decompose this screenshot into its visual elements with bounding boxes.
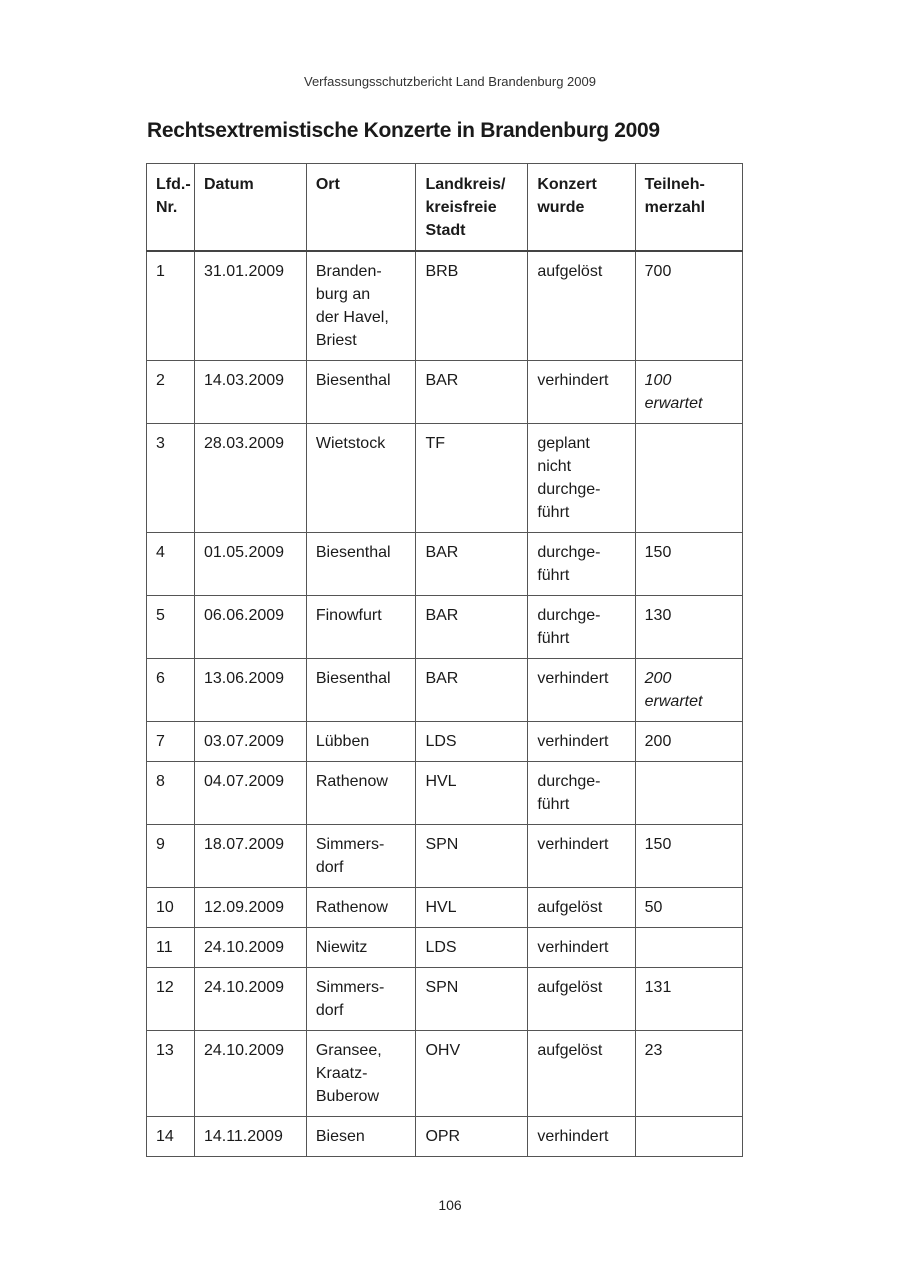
cell-ort: Biesen [306, 1117, 416, 1157]
table-row [147, 825, 743, 888]
cell-teilnehmerzahl [635, 928, 742, 968]
cell-konzert: aufgelöst [528, 1031, 635, 1117]
cell-ort: Finowfurt [306, 596, 416, 659]
cell-teilnehmerzahl: 200 [635, 722, 742, 762]
cell-datum: 24.10.2009 [194, 1031, 306, 1117]
cell-datum: 31.01.2009 [194, 251, 306, 361]
cell-landkreis: BAR [416, 596, 528, 659]
cell-datum: 01.05.2009 [194, 533, 306, 596]
cell-teilnehmerzahl: 700 [635, 251, 742, 361]
cell-landkreis: SPN [416, 968, 528, 1031]
cell-landkreis: HVL [416, 888, 528, 928]
table-row [147, 659, 743, 722]
cell-ort: Branden- burg an der Havel, Briest [306, 251, 416, 361]
table-row [147, 888, 743, 928]
cell-konzert: durchge- führt [528, 762, 635, 825]
cell-ort: Gransee, Kraatz- Buberow [306, 1031, 416, 1117]
cell-konzert: durchge- führt [528, 533, 635, 596]
cell-nr: 3 [147, 424, 195, 533]
cell-ort: Simmers- dorf [306, 825, 416, 888]
cell-teilnehmerzahl [635, 424, 742, 533]
page-number: 106 [438, 1197, 462, 1213]
cell-landkreis: OHV [416, 1031, 528, 1117]
table-row [147, 361, 743, 424]
cell-ort: Simmers- dorf [306, 968, 416, 1031]
table-row [147, 424, 743, 533]
cell-datum: 14.11.2009 [194, 1117, 306, 1157]
column-header-landkreis: Landkreis/ kreisfreie Stadt [416, 164, 528, 252]
cell-konzert: geplant nicht durchge- führt [528, 424, 635, 533]
table-header-row [147, 164, 743, 252]
cell-nr: 4 [147, 533, 195, 596]
cell-teilnehmerzahl [635, 1117, 742, 1157]
cell-ort: Rathenow [306, 888, 416, 928]
cell-ort: Biesenthal [306, 659, 416, 722]
table-row [147, 722, 743, 762]
cell-konzert: verhindert [528, 928, 635, 968]
column-header-ort: Ort [306, 164, 416, 252]
cell-landkreis: HVL [416, 762, 528, 825]
running-header: Verfassungsschutzbericht Land Brandenburg 2009 [304, 74, 596, 89]
cell-datum: 28.03.2009 [194, 424, 306, 533]
cell-konzert: durchge- führt [528, 596, 635, 659]
table-row [147, 596, 743, 659]
table-body [147, 251, 743, 1157]
cell-nr: 10 [147, 888, 195, 928]
cell-teilnehmerzahl: 23 [635, 1031, 742, 1117]
table-row [147, 1117, 743, 1157]
cell-datum: 18.07.2009 [194, 825, 306, 888]
cell-ort: Rathenow [306, 762, 416, 825]
cell-datum: 13.06.2009 [194, 659, 306, 722]
cell-konzert: verhindert [528, 825, 635, 888]
cell-ort: Niewitz [306, 928, 416, 968]
cell-landkreis: BAR [416, 361, 528, 424]
cell-ort: Wietstock [306, 424, 416, 533]
page-title: Rechtsextremistische Konzerte in Brandenburg 2009 [147, 119, 660, 142]
cell-datum: 14.03.2009 [194, 361, 306, 424]
cell-datum: 03.07.2009 [194, 722, 306, 762]
cell-nr: 13 [147, 1031, 195, 1117]
cell-datum: 04.07.2009 [194, 762, 306, 825]
cell-teilnehmerzahl: 130 [635, 596, 742, 659]
cell-teilnehmerzahl: 50 [635, 888, 742, 928]
cell-teilnehmerzahl: 150 [635, 533, 742, 596]
table-row [147, 762, 743, 825]
cell-datum: 12.09.2009 [194, 888, 306, 928]
cell-ort: Biesenthal [306, 361, 416, 424]
table-row [147, 1031, 743, 1117]
cell-nr: 7 [147, 722, 195, 762]
column-header-teilnehmerzahl: Teilneh- merzahl [635, 164, 742, 252]
cell-nr: 12 [147, 968, 195, 1031]
cell-nr: 11 [147, 928, 195, 968]
table-row [147, 928, 743, 968]
cell-teilnehmerzahl: 100 erwartet [635, 361, 742, 424]
cell-ort: Biesenthal [306, 533, 416, 596]
cell-landkreis: BRB [416, 251, 528, 361]
cell-nr: 6 [147, 659, 195, 722]
cell-landkreis: SPN [416, 825, 528, 888]
concerts-table [146, 163, 743, 1157]
cell-teilnehmerzahl: 131 [635, 968, 742, 1031]
cell-teilnehmerzahl: 200 erwartet [635, 659, 742, 722]
cell-landkreis: LDS [416, 928, 528, 968]
cell-datum: 24.10.2009 [194, 968, 306, 1031]
table-row [147, 533, 743, 596]
cell-datum: 24.10.2009 [194, 928, 306, 968]
cell-landkreis: BAR [416, 659, 528, 722]
cell-konzert: verhindert [528, 361, 635, 424]
table-row [147, 968, 743, 1031]
column-header-nr: Lfd.- Nr. [147, 164, 195, 252]
cell-landkreis: LDS [416, 722, 528, 762]
cell-nr: 5 [147, 596, 195, 659]
cell-nr: 14 [147, 1117, 195, 1157]
cell-konzert: verhindert [528, 722, 635, 762]
cell-nr: 2 [147, 361, 195, 424]
cell-landkreis: BAR [416, 533, 528, 596]
cell-nr: 1 [147, 251, 195, 361]
cell-teilnehmerzahl: 150 [635, 825, 742, 888]
column-header-konzert: Konzert wurde [528, 164, 635, 252]
cell-nr: 9 [147, 825, 195, 888]
cell-konzert: aufgelöst [528, 888, 635, 928]
cell-ort: Lübben [306, 722, 416, 762]
column-header-datum: Datum [194, 164, 306, 252]
cell-konzert: aufgelöst [528, 251, 635, 361]
table-row [147, 251, 743, 361]
cell-landkreis: TF [416, 424, 528, 533]
cell-datum: 06.06.2009 [194, 596, 306, 659]
cell-landkreis: OPR [416, 1117, 528, 1157]
cell-nr: 8 [147, 762, 195, 825]
cell-konzert: aufgelöst [528, 968, 635, 1031]
cell-konzert: verhindert [528, 1117, 635, 1157]
cell-teilnehmerzahl [635, 762, 742, 825]
cell-konzert: verhindert [528, 659, 635, 722]
